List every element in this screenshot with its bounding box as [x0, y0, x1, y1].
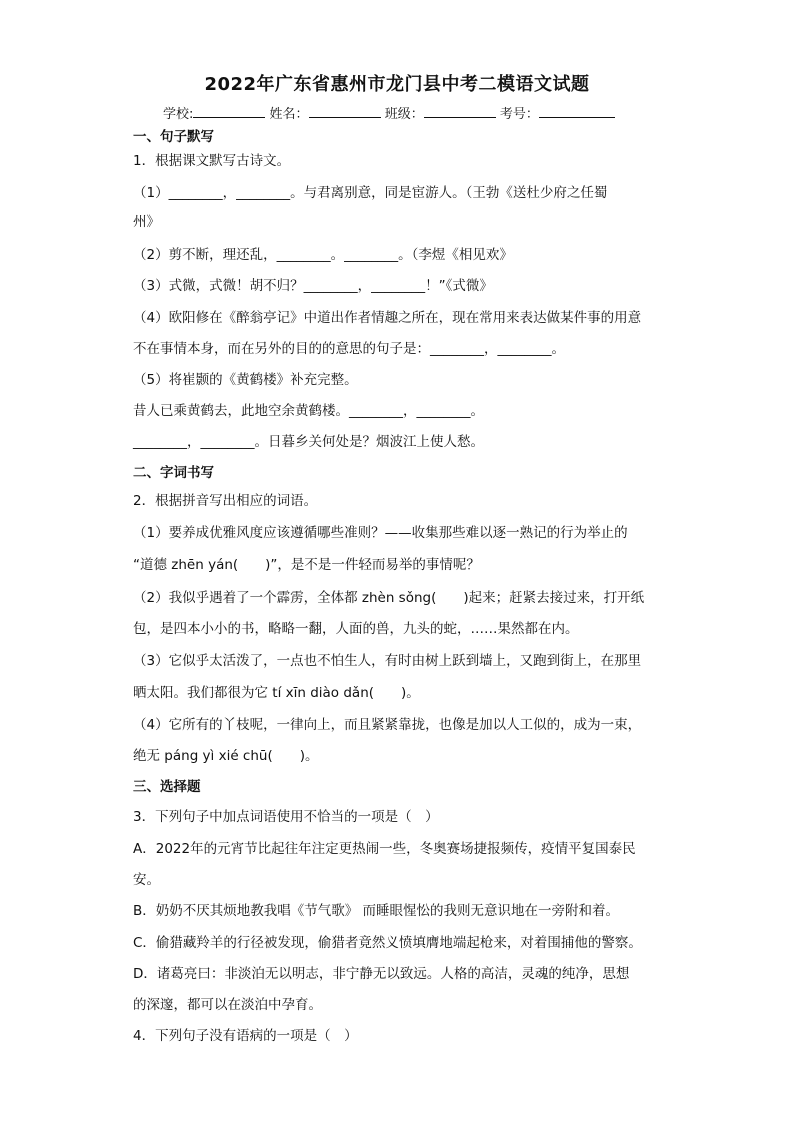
- text-line: D．诸葛亮曰：非淡泊无以明志，非宁静无以致远。人格的高洁，灵魂的纯净，思想: [133, 966, 630, 982]
- text-line: （3）式微，式微！胡不归？________，________！”《式微》: [133, 278, 493, 294]
- text-line: B．奶奶不厌其烦地教我唱《节气歌》 而睡眼惺忪的我则无意识地在一旁附和着。: [133, 903, 620, 919]
- section-heading: 三、选择题: [133, 779, 201, 795]
- text-line: （4）它所有的丫枝呢，一律向上，而且紧紧靠拢，也像是加以人工似的，成为一束，: [133, 717, 642, 733]
- text-line: （5）将崔颢的《黄鹤楼》补充完整。: [133, 372, 358, 388]
- exam-no-blank[interactable]: [539, 105, 615, 118]
- section-heading: 二、字词书写: [133, 465, 214, 481]
- text-line: （2）我似乎遇着了一个霹雳，全体都 zhèn sǒng( )起来；赶紧去接过来，打开纸: [133, 590, 645, 606]
- text-line: （1）________，________。与君离别意，同是宦游人。（王勃《送杜少府之任蜀: [133, 185, 608, 201]
- text-line: A．2022年的元宵节比起往年注定更热闹一些，冬奥赛场捷报频传，疫情平复国泰民: [133, 841, 636, 857]
- text-line: 4．下列句子没有语病的一项是（ ）: [133, 1028, 358, 1044]
- page-title: 2022年广东省惠州市龙门县中考二模语文试题: [204, 74, 590, 95]
- school-label: 学校:: [163, 107, 194, 122]
- text-line: 包，是四本小小的书，略略一翻，人面的兽，九头的蛇，……果然都在内。: [133, 621, 579, 637]
- text-line: （2）剪不断，理还乱，________。________。（李煜《相见欢》: [133, 247, 513, 263]
- text-line: 3．下列句子中加点词语使用不恰当的一项是（ ）: [133, 809, 439, 825]
- text-line: 昔人已乘黄鹤去，此地空余黄鹤楼。________，________。: [133, 403, 484, 419]
- text-line: 不在事情本身，而在另外的目的的意思的句子是：________，________。: [133, 341, 565, 357]
- class-blank[interactable]: [424, 105, 496, 118]
- section-heading: 一、句子默写: [133, 129, 214, 145]
- text-line: （3）它似乎太活泼了，一点也不怕生人，有时由树上跃到墙上，又跑到街上，在那里: [133, 653, 642, 669]
- text-line: （4）欧阳修在《醉翁亭记》中道出作者情趣之所在，现在常用来表达做某件事的用意: [133, 310, 642, 326]
- text-line: 2．根据拼音写出相应的词语。: [133, 493, 318, 509]
- text-line: （1）要养成优雅风度应该遵循哪些准则？——收集那些难以逐一熟记的行为举止的: [133, 525, 628, 541]
- name-blank[interactable]: [309, 105, 381, 118]
- text-line: 的深邃，都可以在淡泊中孕育。: [133, 997, 322, 1013]
- text-line: ________，________。日暮乡关何处是？烟波江上使人愁。: [133, 434, 484, 450]
- text-line: 晒太阳。我们都很为它 tí xīn diào dǎn( )。: [133, 685, 420, 701]
- text-line: 安。: [133, 872, 160, 888]
- name-label: 姓名：: [269, 107, 309, 122]
- text-line: “道德 zhēn yán( )”，是不是一件轻而易举的事情呢？: [133, 557, 480, 573]
- text-line: C．偷猎藏羚羊的行径被发现，偷猎者竟然义愤填膺地端起枪来，对着围捕他的警察。: [133, 935, 642, 951]
- text-line: 1．根据课文默写古诗文。: [133, 153, 291, 169]
- student-info-row: [163, 103, 615, 122]
- exam-no-label: 考号：: [499, 107, 539, 122]
- text-line: 绝无 páng yì xié chū( )。: [133, 748, 319, 764]
- school-blank[interactable]: [193, 105, 265, 118]
- class-label: 班级：: [384, 107, 424, 122]
- text-line: 州》: [133, 214, 160, 230]
